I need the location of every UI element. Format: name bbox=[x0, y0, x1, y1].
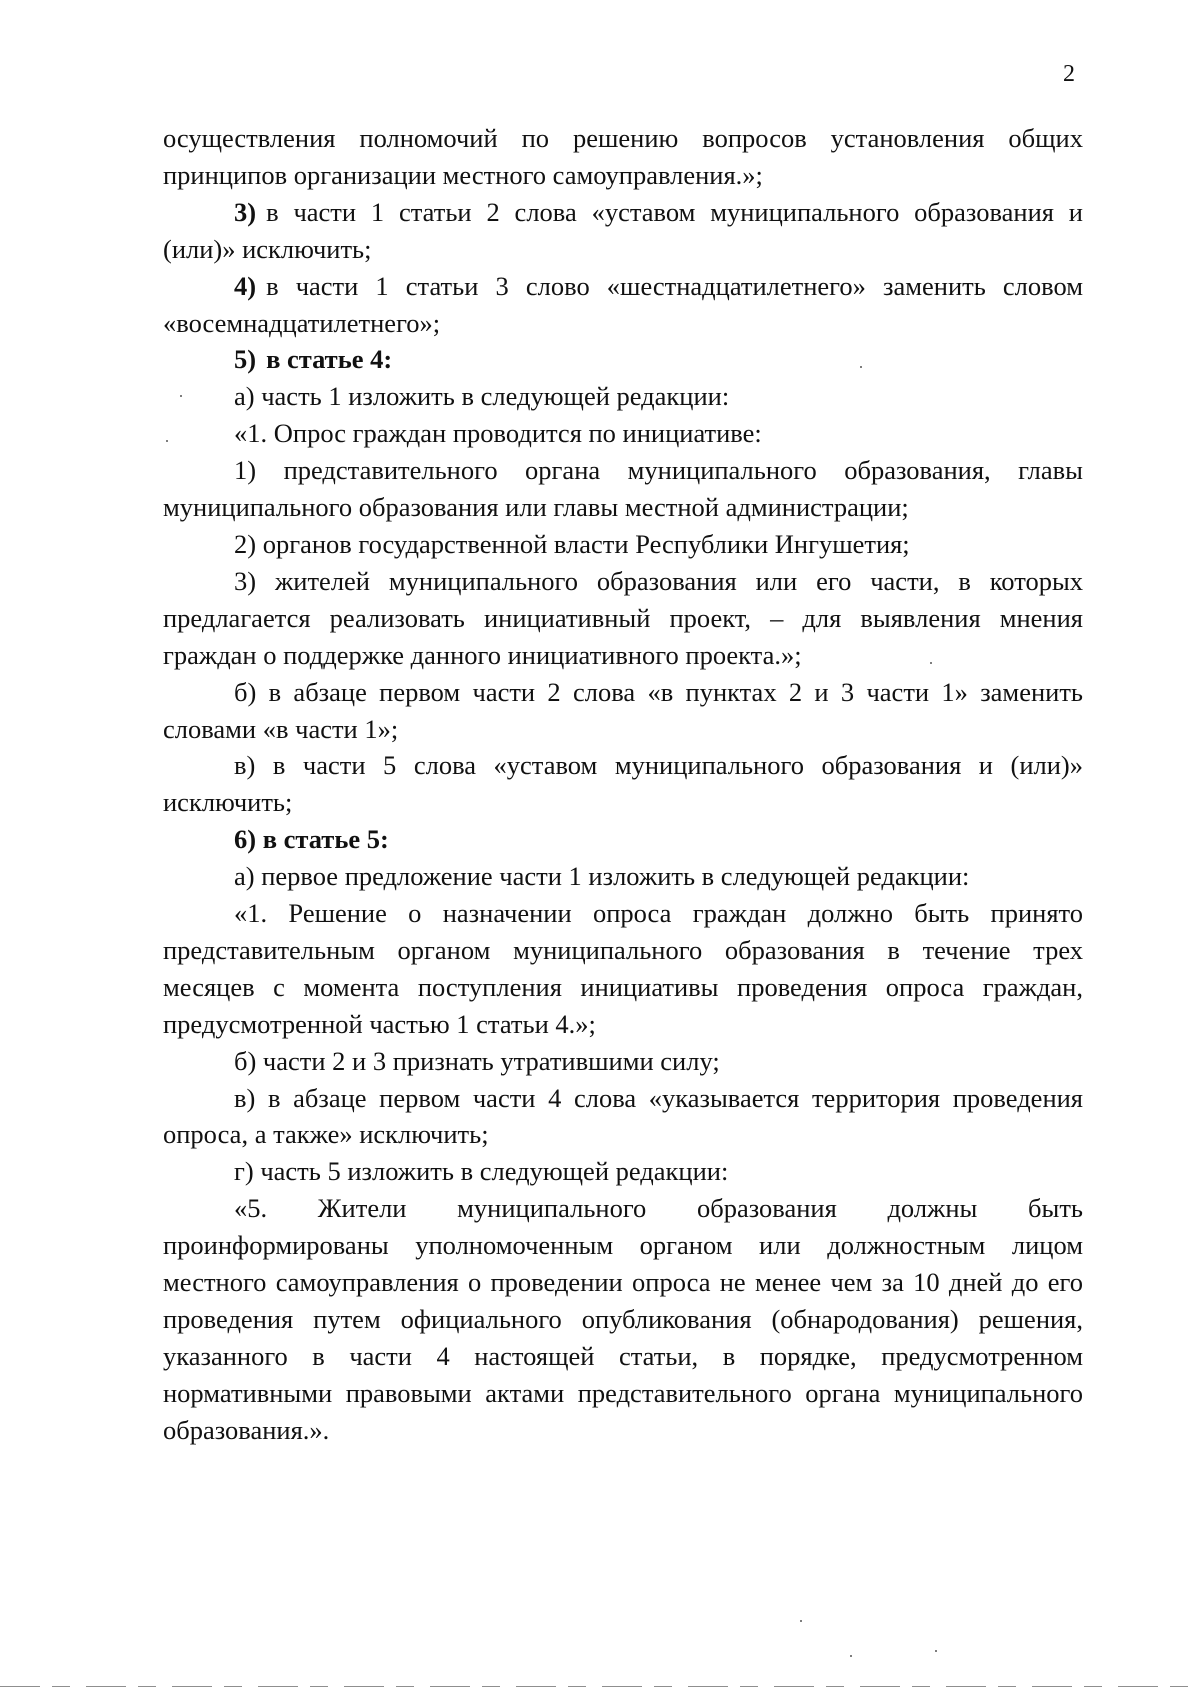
paragraph-list-item bbox=[163, 452, 1083, 526]
item-number: 5) bbox=[234, 344, 257, 375]
paragraph-subitem bbox=[163, 378, 1083, 415]
paragraph-text: в) в абзаце первом части 4 слова «указывается территория проведения опроса, а также» исключить; bbox=[163, 1082, 1083, 1150]
paragraph-text: в) в части 5 слова «уставом муниципального образования и (или)» исключить; bbox=[163, 750, 1083, 818]
paragraph-subitem bbox=[163, 1080, 1083, 1154]
paragraph-subitem bbox=[163, 1153, 1083, 1190]
paragraph-text: 3) жителей муниципального образования или его части, в которых предлагается реализовать инициативный проект, – для выявления мнения граждан о поддержке данного инициативного проекта.»; bbox=[163, 565, 1083, 670]
paragraph-item-6-heading bbox=[163, 821, 1083, 858]
paragraph-subitem bbox=[163, 1043, 1083, 1080]
paragraph-text: 2) органов государственной власти Республики Ингушетия; bbox=[234, 528, 910, 559]
paragraph-text: 6) в статье 5: bbox=[234, 824, 389, 855]
item-number: 3) bbox=[234, 196, 257, 227]
paragraph-text: в статье 4: bbox=[266, 344, 393, 375]
scan-speck bbox=[860, 366, 862, 368]
scan-speck bbox=[800, 1620, 802, 1622]
scan-speck bbox=[166, 440, 168, 442]
paragraph-text: г) часть 5 изложить в следующей редакции: bbox=[234, 1156, 729, 1187]
paragraph-text: б) части 2 и 3 признать утратившими силу; bbox=[234, 1045, 720, 1076]
scan-speck bbox=[935, 1650, 937, 1652]
paragraph-list-item bbox=[163, 526, 1083, 563]
document-body bbox=[163, 120, 1083, 1449]
paragraph-subitem bbox=[163, 674, 1083, 748]
paragraph-text: в части 1 статьи 2 слова «уставом муниципального образования и (или)» исключить; bbox=[163, 196, 1083, 264]
scan-speck bbox=[180, 395, 182, 397]
scan-bottom-edge bbox=[0, 1686, 1200, 1687]
paragraph-continuation bbox=[163, 120, 1083, 194]
paragraph-quote bbox=[163, 415, 1083, 452]
paragraph-item-5-heading bbox=[163, 341, 1083, 378]
page-number: 2 bbox=[1063, 61, 1075, 87]
paragraph-quote bbox=[163, 895, 1083, 1043]
paragraph-text: в части 1 статьи 3 слово «шестнадцатилетнего» заменить словом «восемнадцатилетнего»; bbox=[163, 270, 1083, 338]
paragraph-item-4 bbox=[163, 268, 1083, 342]
paragraph-quote bbox=[163, 1190, 1083, 1448]
paragraph-item-3 bbox=[163, 194, 1083, 268]
paragraph-text: «5. Жители муниципального образования должны быть проинформированы уполномоченным органом или должностным лицом местного самоуправления о проведении опроса не менее чем за 10 дней до его проведения путем официального опубликования (обнародования) решения, указанного в части 4 настоящей статьи, в порядке, предусмотренном нормативными правовыми актами представительного органа муниципального образования.». bbox=[163, 1193, 1083, 1445]
paragraph-subitem bbox=[163, 747, 1083, 821]
paragraph-text: а) часть 1 изложить в следующей редакции: bbox=[234, 381, 730, 412]
paragraph-text: «1. Опрос граждан проводится по инициативе: bbox=[234, 418, 762, 449]
paragraph-text: б) в абзаце первом части 2 слова «в пунктах 2 и 3 части 1» заменить словами «в части 1»; bbox=[163, 676, 1083, 744]
paragraph-list-item bbox=[163, 563, 1083, 674]
paragraph-subitem bbox=[163, 858, 1083, 895]
scan-speck bbox=[850, 1655, 852, 1657]
item-number: 4) bbox=[234, 270, 257, 301]
paragraph-text: «1. Решение о назначении опроса граждан должно быть принято представительным органом муниципального образования в течение трех месяцев с момента поступления инициативы проведения опроса граждан, предусмотренной частью 1 статьи 4.»; bbox=[163, 898, 1083, 1039]
paragraph-text: 1) представительного органа муниципального образования, главы муниципального образования или главы местной администрации; bbox=[163, 455, 1083, 523]
scan-speck bbox=[930, 662, 932, 664]
paragraph-text: а) первое предложение части 1 изложить в следующей редакции: bbox=[234, 861, 970, 892]
paragraph-text: осуществления полномочий по решению вопросов установления общих принципов организации местного самоуправления.»; bbox=[163, 123, 1083, 190]
